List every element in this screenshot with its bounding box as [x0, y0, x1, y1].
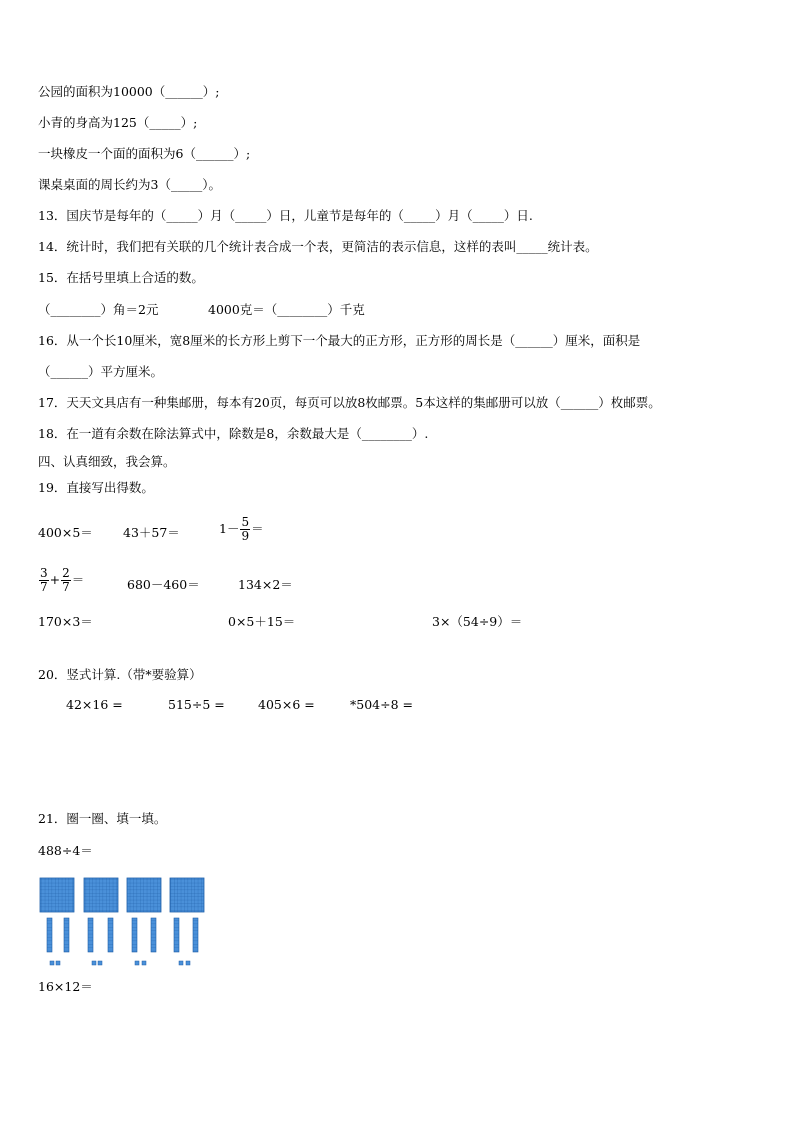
ten-rod [108, 918, 113, 952]
hundred-block [127, 878, 161, 912]
vertical-calc-42x16: 42×16 = [66, 697, 123, 712]
calc-43plus57: 43＋57＝ [123, 525, 180, 540]
calc-170x3: 170×3＝ [38, 614, 93, 629]
expression-16x12: 16×12＝ [38, 979, 93, 994]
question-21: 21．圈一圈、填一填。 [38, 811, 167, 826]
unit-line-park-area: 公园的面积为10000（______）; [38, 84, 220, 99]
question-14: 14．统计时，我们把有关联的几个统计表合成一个表，更简洁的表示信息，这样的表叫_____统计表。 [38, 239, 598, 254]
fraction-3-7: $\frac{3}{7}$ [40, 566, 48, 594]
question-19: 19．直接写出得数。 [38, 480, 154, 495]
one-cube [50, 961, 54, 965]
calc-1-minus-fraction [219, 516, 264, 543]
ten-rod [132, 918, 137, 952]
question-18: 18．在一道有余数在除法算式中，除数是8，余数最大是（________）. [38, 426, 429, 441]
question-15-item-a: （________）角＝2元 [38, 302, 159, 317]
vertical-calc-504div8: *504÷8 = [350, 697, 413, 712]
fraction-2-7: $\frac{2}{7}$ [62, 566, 70, 594]
one-cube [179, 961, 183, 965]
ten-rod [64, 918, 69, 952]
unit-line-desk-perimeter: 课桌桌面的周长约为3（_____）。 [38, 177, 221, 192]
one-cube [186, 961, 190, 965]
fraction-5-9: $\frac{5}{9}$ [241, 515, 250, 543]
unit-line-height: 小青的身高为125（_____）; [38, 115, 198, 130]
ten-rod [193, 918, 198, 952]
ten-rod [151, 918, 156, 952]
question-16-cont: （______）平方厘米。 [38, 364, 164, 379]
calc-0x5plus15: 0×5＋15＝ [228, 614, 296, 629]
section-4-heading: 四、认真细致，我会算。 [38, 454, 176, 469]
question-15-item-b: 4000克＝（________）千克 [208, 302, 365, 317]
hundred-block [170, 878, 204, 912]
one-cube [98, 961, 102, 965]
ten-rod [88, 918, 93, 952]
calc-equals: ＝ [71, 572, 85, 587]
hundred-block [84, 878, 118, 912]
calc-prefix: 1－ [219, 521, 240, 536]
ten-rod [47, 918, 52, 952]
expression-488div4: 488÷4＝ [38, 843, 93, 858]
question-20: 20．竖式计算.（带*要验算） [38, 667, 202, 682]
one-cube [142, 961, 146, 965]
one-cube [135, 961, 139, 965]
calc-680-minus-460: 680－460＝ [127, 577, 200, 592]
vertical-calc-515div5: 515÷5 = [168, 697, 225, 712]
hundred-block [40, 878, 74, 912]
ten-rod [174, 918, 179, 952]
calc-3x-54div9: 3×（54÷9）＝ [432, 614, 523, 629]
one-cube [92, 961, 96, 965]
plus-sign: + [49, 572, 61, 587]
question-17: 17．天天文具店有一种集邮册，每本有20页，每页可以放8枚邮票。5本这样的集邮册可以放（______）枚邮票。 [38, 395, 661, 410]
calc-fraction-sum [38, 567, 84, 594]
calc-400x5: 400×5＝ [38, 525, 93, 540]
calc-134x2: 134×2＝ [238, 577, 293, 592]
calc-equals: ＝ [251, 521, 264, 536]
unit-line-eraser: 一块橡皮一个面的面积为6（______）; [38, 146, 251, 161]
vertical-calc-405x6: 405×6 = [258, 697, 315, 712]
one-cube [56, 961, 60, 965]
question-16: 16．从一个长10厘米，宽8厘米的长方形上剪下一个最大的正方形，正方形的周长是（______）厘米，面积是 [38, 333, 641, 348]
question-13: 13．国庆节是每年的（_____）月（_____）日，儿童节是每年的（_____）月（_____）日. [38, 208, 533, 223]
base-ten-blocks-figure [38, 876, 213, 968]
question-15: 15．在括号里填上合适的数。 [38, 270, 204, 285]
